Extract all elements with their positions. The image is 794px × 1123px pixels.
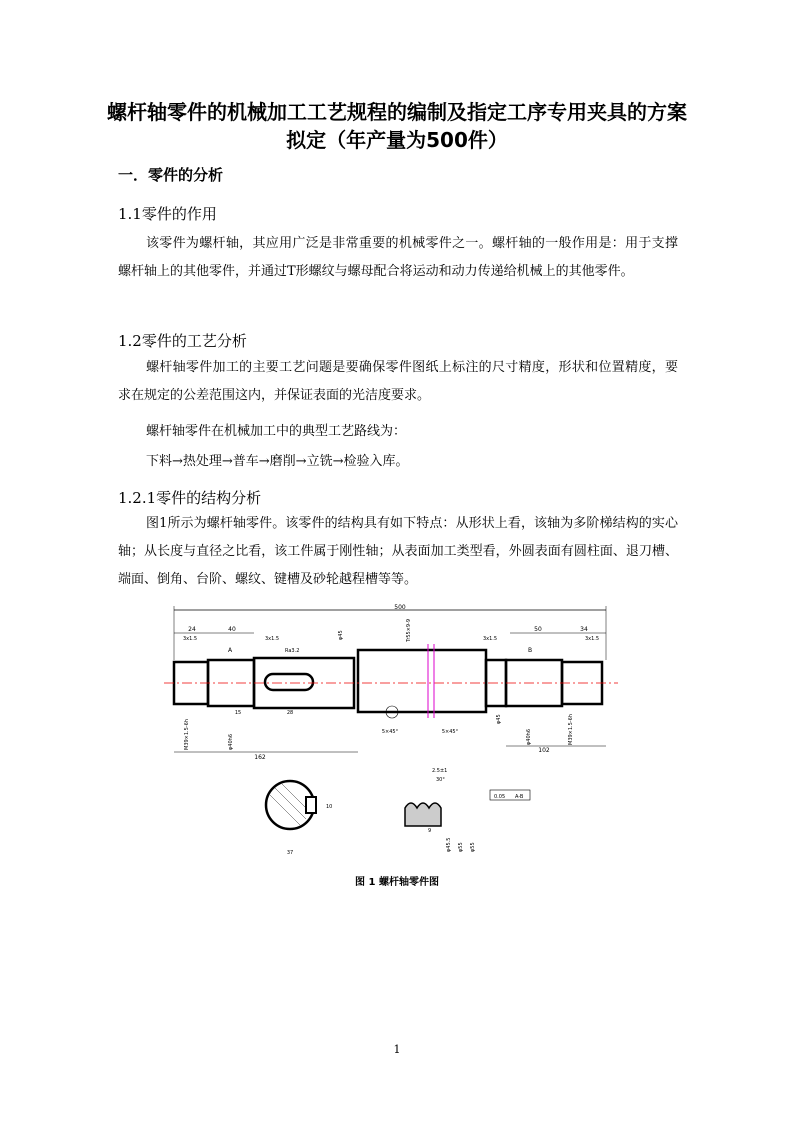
paragraph: 图1所示为螺杆轴零件。该零件的结构具有如下特点：从形状上看，该轴为多阶梯结构的实心轴；从长度与直径之比看，该工件属于刚性轴；从表面加工类型看，外圆表面有圆柱面、退刀槽、端面、倒角、台阶、螺纹、键槽及砂轮越程槽等等。 [118, 516, 678, 587]
page-title: 螺杆轴零件的机械加工工艺规程的编制及指定工序专用夹具的方案拟定（年产量为500件） [107, 100, 687, 152]
svg-text:φ45: φ45 [496, 714, 502, 724]
svg-text:28: 28 [286, 710, 294, 716]
subsection-heading: 1.1零件的作用 [118, 205, 217, 223]
svg-text:102: 102 [538, 747, 550, 754]
svg-text:5×45°: 5×45° [441, 729, 459, 735]
svg-text:9: 9 [428, 828, 432, 834]
svg-text:10: 10 [326, 804, 333, 810]
figure-caption: 图 1 螺杆轴零件图 [355, 877, 439, 888]
paragraph: 该零件为螺杆轴，其应用广泛是非常重要的机械零件之一。螺杆轴的一般作用是：用于支撑螺杆轴上的其他零件，并通过T形螺纹与螺母配合将运动和动力传递给机械上的其他零件。 [118, 236, 678, 279]
svg-text:30°: 30° [436, 777, 445, 783]
svg-text:φ40h6: φ40h6 [526, 728, 532, 745]
svg-text:A: A [227, 647, 233, 654]
svg-text:φ45: φ45 [338, 630, 344, 640]
svg-text:B: B [527, 647, 533, 654]
svg-text:φ40h6: φ40h6 [228, 733, 234, 750]
svg-text:34: 34 [580, 626, 588, 633]
paragraph: 螺杆轴零件加工的主要工艺问题是要确保零件图纸上标注的尺寸精度，形状和位置精度，要求在规定的公差范围这内，并保证表面的光洁度要求。 [118, 360, 678, 403]
svg-text:φ45.5: φ45.5 [446, 837, 452, 852]
shaft-drawing [160, 600, 620, 865]
svg-text:2.5±1: 2.5±1 [432, 768, 448, 774]
svg-text:0.05: 0.05 [494, 794, 506, 800]
svg-text:M39×1.5-6h: M39×1.5-6h [568, 714, 574, 745]
svg-text:A-B: A-B [515, 794, 524, 800]
svg-text:Tr55×9-9: Tr55×9-9 [406, 618, 412, 642]
svg-text:162: 162 [254, 754, 266, 761]
svg-text:3x1.5: 3x1.5 [482, 636, 498, 642]
svg-text:50: 50 [534, 626, 542, 633]
svg-text:3x1.5: 3x1.5 [264, 636, 280, 642]
svg-text:Ra3.2: Ra3.2 [285, 648, 300, 654]
dim-total: 500 [394, 604, 406, 611]
svg-text:φ55: φ55 [470, 842, 476, 852]
svg-text:3x1.5: 3x1.5 [182, 636, 198, 642]
page-number: 1 [393, 1043, 401, 1056]
process-route: 下料→热处理→普车→磨削→立铣→检验入库。 [146, 454, 409, 469]
svg-text:15: 15 [234, 710, 242, 716]
svg-text:φ55: φ55 [458, 842, 464, 852]
subsection-heading: 1.2.1零件的结构分析 [118, 489, 262, 507]
svg-text:37: 37 [286, 850, 294, 856]
svg-text:M39×1.5-6h: M39×1.5-6h [184, 719, 190, 750]
paragraph: 螺杆轴零件在机械加工中的典型工艺路线为： [146, 424, 407, 439]
svg-text:5×45°: 5×45° [381, 729, 399, 735]
svg-text:40: 40 [228, 626, 236, 633]
svg-text:24: 24 [188, 626, 196, 633]
subsection-heading: 1.2零件的工艺分析 [118, 332, 247, 350]
section-heading: 一．零件的分析 [118, 166, 224, 184]
svg-text:3x1.5: 3x1.5 [584, 636, 600, 642]
